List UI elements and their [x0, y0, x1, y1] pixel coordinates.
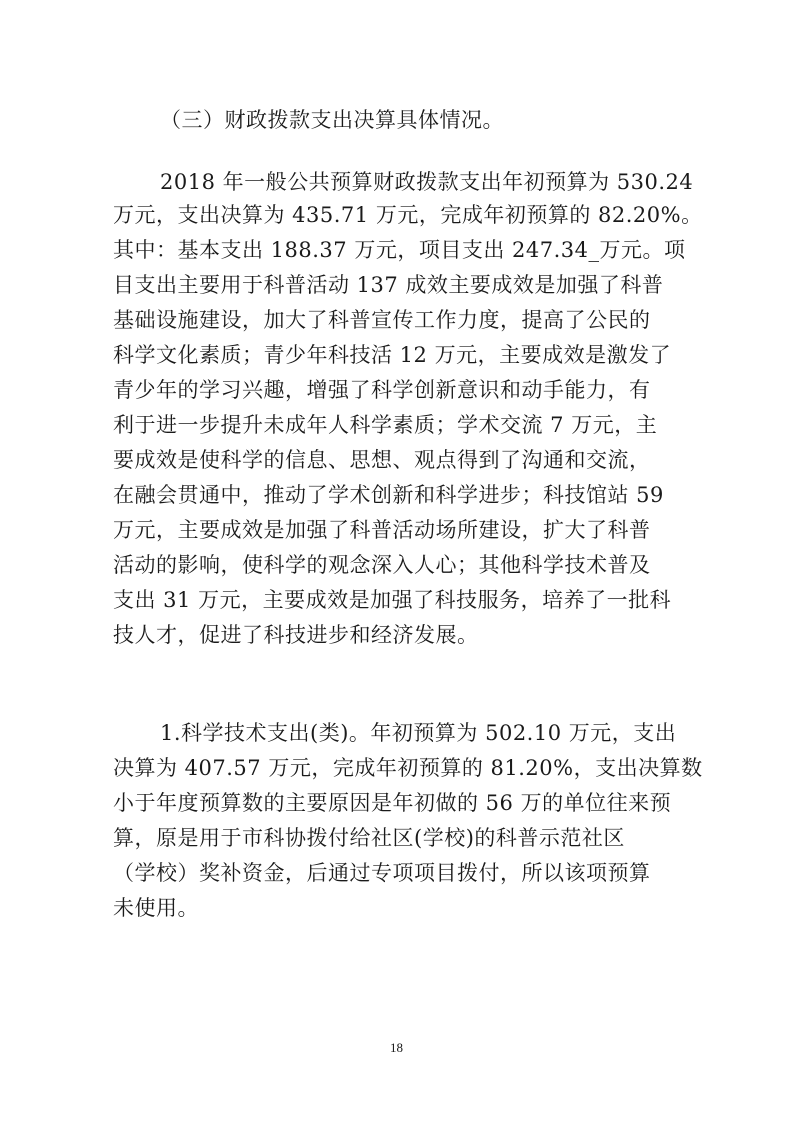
paragraph-line: 万元，主要成效是加强了科普活动场所建设，扩大了科普 — [113, 518, 651, 542]
paragraph-line: 技人才，促进了科技进步和经济发展。 — [113, 623, 479, 647]
paragraph-line: 1.科学技术支出(类)。年初预算为 502.10 万元，支出 — [160, 721, 677, 745]
paragraph-line: 在融会贯通中，推动了学术创新和科学进步；科技馆站 59 — [113, 483, 664, 507]
paragraph-line: 青少年的学习兴趣，增强了科学创新意识和动手能力，有 — [113, 378, 651, 402]
paragraph-line: 要成效是使科学的信息、思想、观点得到了沟通和交流， — [113, 448, 651, 472]
page-number: 18 — [390, 1040, 403, 1055]
paragraph-line: 利于进一步提升未成年人科学素质；学术交流 7 万元，主 — [113, 413, 658, 437]
paragraph-line: 算，原是用于市科协拨付给社区(学校)的科普示范社区 — [113, 826, 625, 850]
paragraph-line: 目支出主要用于科普活动 137 成效主要成效是加强了科普 — [113, 273, 664, 297]
paragraph-line: 其中：基本支出 188.37 万元，项目支出 247.34_万元。项 — [113, 238, 686, 262]
paragraph-line: 万元，支出决算为 435.71 万元，完成年初预算的 82.20%。 — [113, 203, 703, 227]
paragraph-line: 活动的影响，使科学的观念深入人心；其他科学技术普及 — [113, 553, 651, 577]
paragraph-line: 小于年度预算数的主要原因是年初做的 56 万的单位往来预 — [113, 791, 672, 815]
paragraph-line: （学校）奖补资金，后通过专项项目拨付，所以该项预算 — [113, 861, 651, 885]
paragraph-line: 2018 年一般公共预算财政拨款支出年初预算为 530.24 — [160, 170, 694, 194]
paragraph-line: 支出 31 万元，主要成效是加强了科技服务，培养了一批科 — [113, 588, 672, 612]
paragraph-line: 决算为 407.57 万元，完成年初预算的 81.20%，支出决算数 — [113, 756, 703, 780]
paragraph-line: 基础设施建设，加大了科普宣传工作力度，提高了公民的 — [113, 308, 651, 332]
paragraph-line: 未使用。 — [113, 896, 199, 920]
section-heading: （三）财政拨款支出决算具体情况。 — [160, 108, 504, 132]
paragraph-line: 科学文化素质；青少年科技活 12 万元，主要成效是激发了 — [113, 343, 672, 367]
